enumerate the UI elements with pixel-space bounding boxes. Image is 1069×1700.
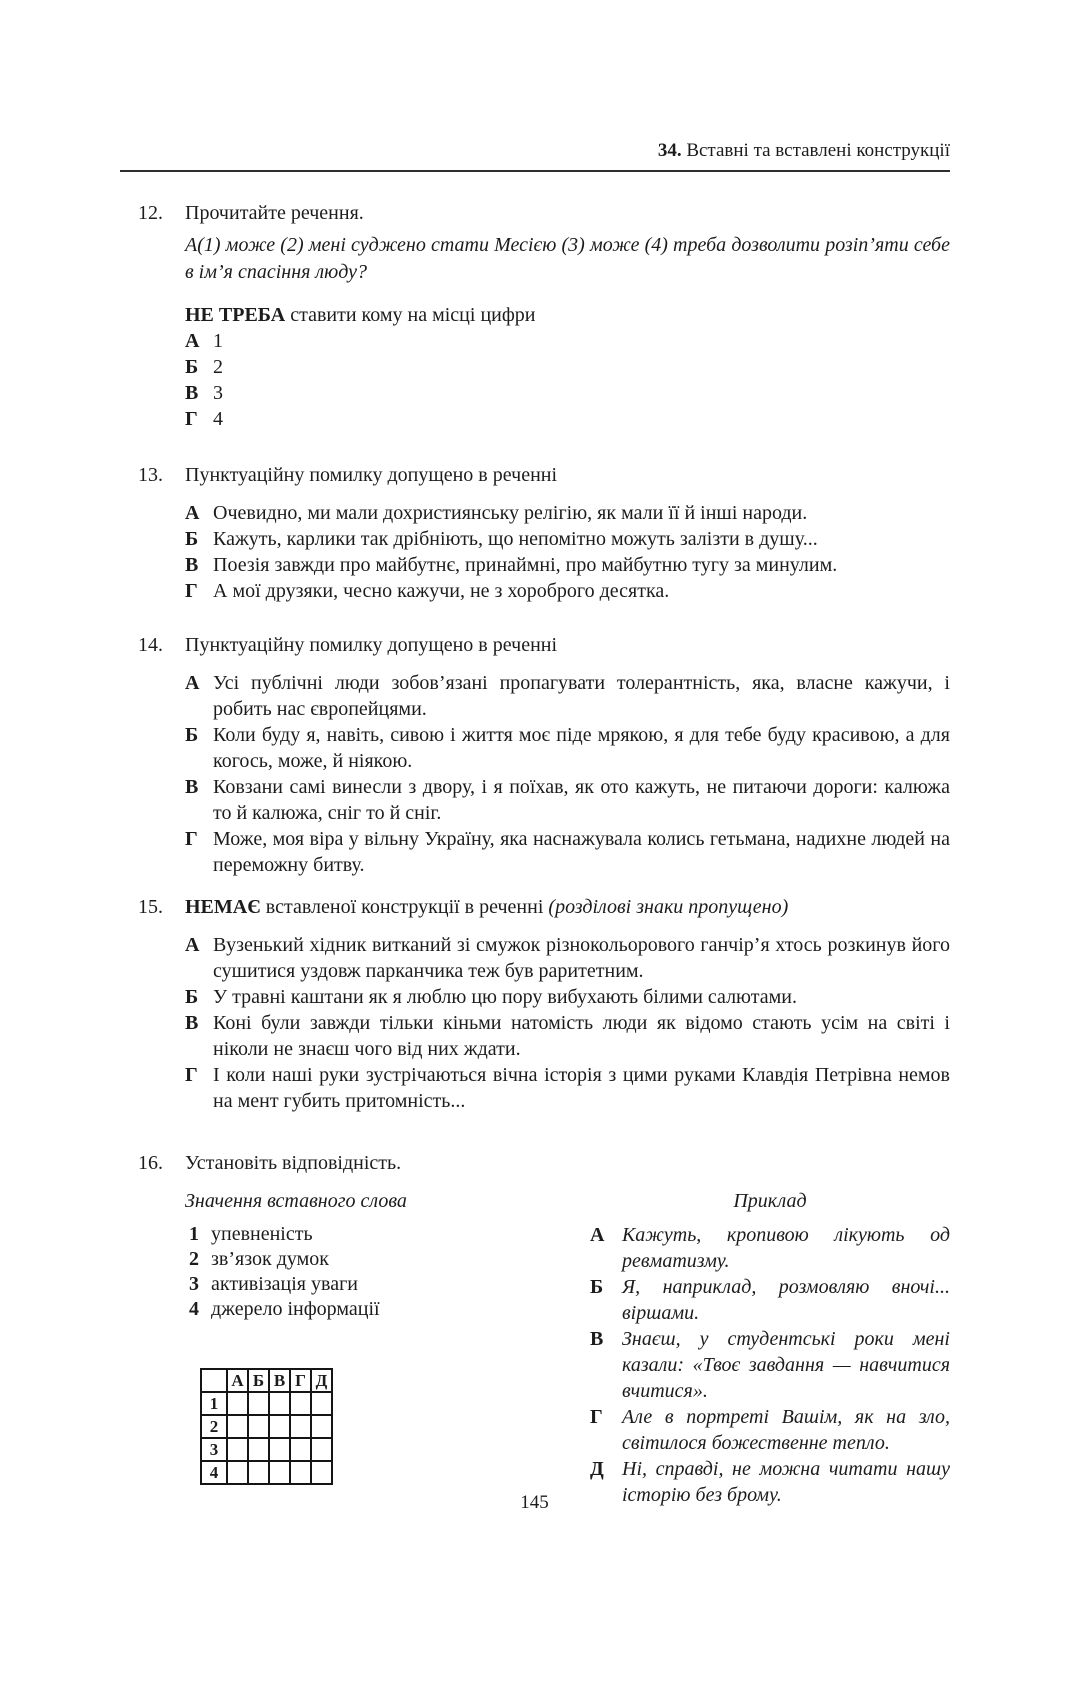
- stem-text: вставленої конструкції в реченні: [260, 896, 549, 918]
- grid-answer-cell: [290, 1392, 311, 1415]
- matching-right-column: [590, 1188, 950, 1508]
- question-15-number: 15.: [138, 896, 163, 918]
- grid-answer-cell: [311, 1392, 332, 1415]
- grid-answer-cell: [311, 1438, 332, 1461]
- grid-header-cell: Д: [311, 1369, 332, 1392]
- option-letter: Г: [185, 408, 198, 430]
- option-letter: А: [185, 934, 200, 956]
- option-text: Вузенький хідник витканий зі смужок різнокольорового ганчір’я хтось розкинув його сушитися уздовж парканчика теж був раритетним.: [213, 934, 950, 982]
- grid-answer-cell: [311, 1461, 332, 1484]
- option-text: Поезія завжди про майбутнє, принаймні, про майбутню тугу за минулим.: [213, 554, 838, 576]
- option-letter: А: [185, 672, 200, 694]
- question-12-number: 12.: [138, 202, 163, 224]
- option-text: Але в портреті Вашім, як на зло, світилося божественне тепло.: [622, 1406, 950, 1454]
- item-number: 1: [189, 1223, 199, 1245]
- question-14: [120, 632, 950, 878]
- option-row: [185, 328, 950, 354]
- grid-row-label: 2: [201, 1415, 227, 1438]
- question-16-number: 16.: [138, 1152, 163, 1174]
- option-letter: Г: [590, 1406, 603, 1428]
- grid-row-label: 4: [201, 1461, 227, 1484]
- option-letter: Г: [185, 828, 198, 850]
- question-12: [120, 200, 950, 432]
- option-text: Усі публічні люди зобов’язані пропагувати толерантність, яка, власне кажучи, і робить нас європейцями.: [213, 672, 950, 720]
- option-letter: В: [185, 382, 199, 404]
- option-letter: Г: [185, 580, 198, 602]
- grid-answer-cell: [290, 1461, 311, 1484]
- grid-answer-cell: [248, 1438, 269, 1461]
- option-text: Знаєш, у студентські роки мені казали: «Твоє завдання — навчитися вчитися».: [622, 1328, 950, 1402]
- option-row: [185, 774, 950, 826]
- question-16: [120, 1150, 950, 1508]
- question-13: [120, 462, 950, 604]
- grid-answer-cell: [248, 1461, 269, 1484]
- grid-answer-cell: [290, 1438, 311, 1461]
- page-number: 145: [520, 1492, 549, 1513]
- stem-text: ставити кому на місці цифри: [285, 304, 536, 326]
- option-text: Ні, справді, не можна читати нашу історію без брому.: [622, 1458, 950, 1506]
- left-column-header: Значення вставного слова: [185, 1190, 407, 1212]
- stem-keyword: НЕМАЄ: [185, 896, 261, 918]
- matching-exercise: [185, 1188, 950, 1508]
- option-row: [185, 552, 950, 578]
- question-12-options: [185, 328, 950, 432]
- grid-row: [201, 1392, 332, 1415]
- grid-header-cell: В: [269, 1369, 290, 1392]
- question-14-options: [185, 670, 950, 878]
- option-text: У травні каштани як я люблю цю пору вибухають білими салютами.: [213, 986, 797, 1008]
- right-item: [590, 1274, 950, 1326]
- chapter-title: Вставні та вставлені конструкції: [681, 140, 950, 161]
- question-15-options: [185, 932, 950, 1114]
- answer-grid: [200, 1368, 333, 1485]
- grid-answer-cell: [227, 1438, 248, 1461]
- option-letter: Б: [185, 356, 199, 378]
- option-text: Може, моя віра у вільну Україну, яка наснажувала колись гетьмана, надихне людей на переможну битву.: [213, 828, 950, 876]
- grid-answer-cell: [269, 1392, 290, 1415]
- stem-keyword: НЕ ТРЕБА: [185, 304, 286, 326]
- left-item: [185, 1272, 590, 1297]
- grid-header-row: [201, 1369, 332, 1392]
- question-15: [120, 894, 950, 1114]
- option-letter: В: [590, 1328, 604, 1350]
- option-letter: В: [185, 776, 199, 798]
- option-row: [185, 578, 950, 604]
- matching-left-column: [185, 1188, 590, 1508]
- option-text: 4: [213, 408, 223, 430]
- item-number: 2: [189, 1248, 199, 1270]
- question-15-title: [185, 894, 950, 920]
- option-row: [185, 722, 950, 774]
- grid-answer-cell: [248, 1415, 269, 1438]
- question-13-title: Пунктуаційну помилку допущено в реченні: [185, 464, 558, 486]
- option-text: Коні були завжди тільки кіньми натомість люди як відомо стають усім на світі і ніколи не знаєш чого від них ждати.: [213, 1012, 950, 1060]
- option-letter: Б: [185, 528, 199, 550]
- option-row: [185, 984, 950, 1010]
- grid-answer-cell: [227, 1461, 248, 1484]
- option-letter: Г: [185, 1064, 198, 1086]
- question-16-title: Установіть відповідність.: [185, 1152, 402, 1174]
- stem-note: (розділові знаки пропущено): [548, 896, 789, 918]
- option-letter: В: [185, 1012, 199, 1034]
- option-row: [185, 932, 950, 984]
- grid-row: [201, 1461, 332, 1484]
- option-row: [185, 354, 950, 380]
- question-14-title: Пунктуаційну помилку допущено в реченні: [185, 634, 558, 656]
- left-item: [185, 1247, 590, 1272]
- grid-answer-cell: [227, 1415, 248, 1438]
- right-item: [590, 1222, 950, 1274]
- option-row: [185, 826, 950, 878]
- left-items: [185, 1222, 590, 1322]
- grid-row: [201, 1415, 332, 1438]
- option-row: [185, 526, 950, 552]
- item-text: джерело інформації: [211, 1298, 380, 1320]
- option-row: [185, 1062, 950, 1114]
- option-letter: А: [185, 330, 200, 352]
- left-item: [185, 1222, 590, 1247]
- grid-answer-cell: [269, 1438, 290, 1461]
- option-text: І коли наші руки зустрічаються вічна історія з цими руками Клавдія Петрівна немов на мент губить притомність...: [213, 1064, 950, 1112]
- option-text: А мої друзяки, чесно кажучи, не з хороброго десятка.: [213, 580, 670, 602]
- item-number: 3: [189, 1273, 199, 1295]
- page-header: [120, 140, 950, 172]
- option-row: [185, 1010, 950, 1062]
- option-letter: Б: [590, 1276, 604, 1298]
- grid-header-cell: Б: [248, 1369, 269, 1392]
- option-letter: А: [185, 502, 200, 524]
- option-text: 2: [213, 356, 223, 378]
- right-items: [590, 1222, 950, 1508]
- grid-header-cell: А: [227, 1369, 248, 1392]
- grid-header-cell: Г: [290, 1369, 311, 1392]
- question-12-passage: А(1) може (2) мені суджено стати Месією (3) може (4) треба дозволити розіп’яти себе в ім’я спасіння люду?: [185, 234, 950, 283]
- option-row: [185, 500, 950, 526]
- option-row: [185, 670, 950, 722]
- option-text: 3: [213, 382, 223, 404]
- grid-row-label: 3: [201, 1438, 227, 1461]
- grid-answer-cell: [269, 1415, 290, 1438]
- grid-answer-cell: [311, 1415, 332, 1438]
- option-text: Я, наприклад, розмовляю вночі... віршами.: [622, 1276, 950, 1324]
- chapter-number: 34.: [657, 140, 682, 161]
- item-text: упевненість: [211, 1223, 313, 1245]
- grid-row: [201, 1438, 332, 1461]
- question-13-options: [185, 500, 950, 604]
- option-letter: А: [590, 1224, 605, 1246]
- grid-row-label: 1: [201, 1392, 227, 1415]
- right-column-header: Приклад: [733, 1190, 807, 1212]
- right-item: [590, 1404, 950, 1456]
- option-letter: Б: [185, 724, 199, 746]
- question-12-title: Прочитайте речення.: [185, 202, 364, 224]
- option-text: 1: [213, 330, 223, 352]
- item-text: зв’язок думок: [211, 1248, 329, 1270]
- grid-answer-cell: [248, 1392, 269, 1415]
- item-number: 4: [189, 1298, 199, 1320]
- item-text: активізація уваги: [211, 1273, 358, 1295]
- option-text: Очевидно, ми мали дохристиянську релігію, як мали її й інші народи.: [213, 502, 808, 524]
- question-12-stem: [185, 302, 950, 328]
- question-13-number: 13.: [138, 464, 163, 486]
- grid-answer-cell: [269, 1461, 290, 1484]
- right-item: [590, 1326, 950, 1404]
- option-text: Кажуть, карлики так дрібніють, що непомітно можуть залізти в душу...: [213, 528, 818, 550]
- option-letter: Б: [185, 986, 199, 1008]
- left-item: [185, 1297, 590, 1322]
- grid-corner-cell: [201, 1369, 227, 1392]
- grid-answer-cell: [290, 1415, 311, 1438]
- option-row: [185, 406, 950, 432]
- option-text: Ковзани самі винесли з двору, і я поїхав, як ото кажуть, не питаючи дороги: калюжа то й калюжа, сніг то й сніг.: [213, 776, 950, 824]
- option-text: Кажуть, кропивою лікують од ревматизму.: [622, 1224, 950, 1272]
- option-row: [185, 380, 950, 406]
- option-letter: Д: [590, 1458, 604, 1480]
- grid-answer-cell: [227, 1392, 248, 1415]
- question-14-number: 14.: [138, 634, 163, 656]
- option-text: Коли буду я, навіть, сивою і життя моє піде мрякою, я для тебе буду красивою, а для когось, може, й ніякою.: [213, 724, 950, 772]
- option-letter: В: [185, 554, 199, 576]
